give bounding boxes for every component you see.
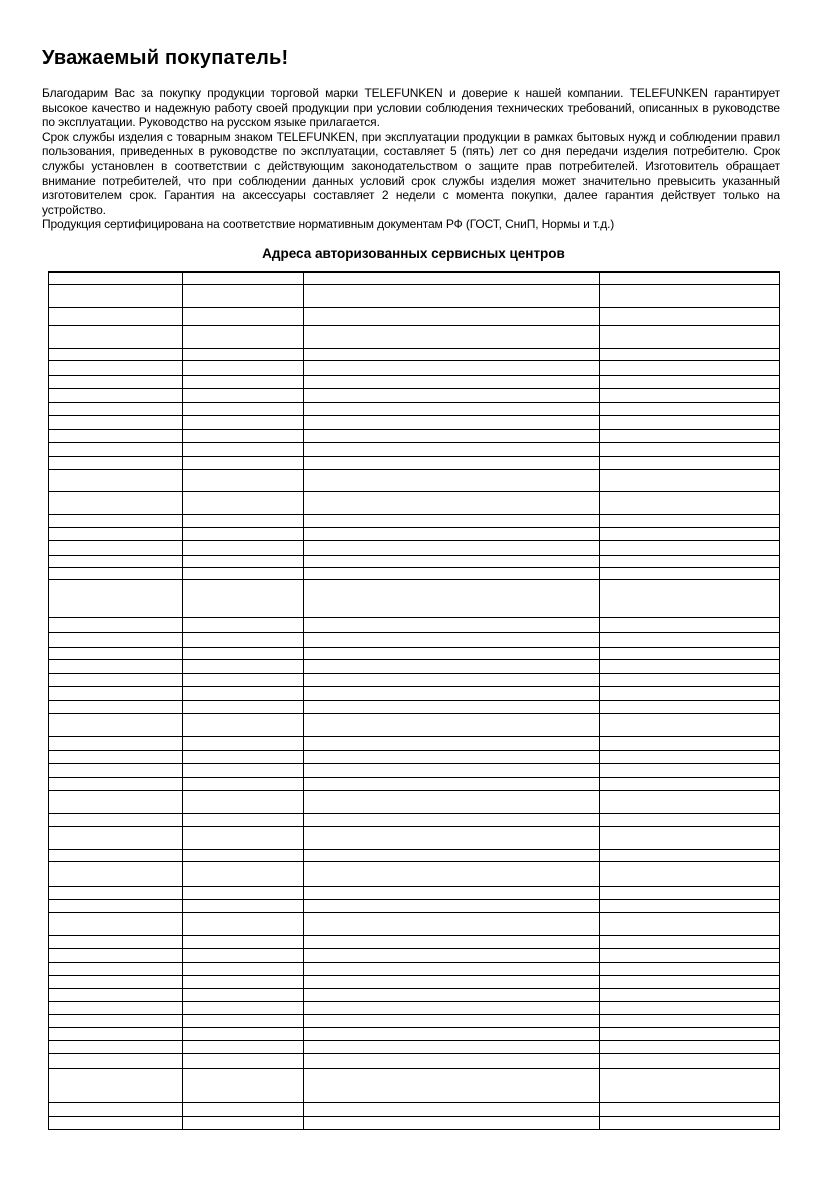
table-cell — [304, 778, 600, 791]
table-cell — [600, 976, 780, 989]
table-row — [49, 674, 780, 687]
table-row — [49, 556, 780, 568]
table-cell — [49, 416, 183, 430]
table-row — [49, 349, 780, 361]
table-cell — [600, 416, 780, 430]
table-cell — [183, 528, 304, 541]
table-cell — [183, 515, 304, 528]
table-row — [49, 778, 780, 791]
table-cell — [304, 416, 600, 430]
table-cell — [304, 556, 600, 568]
table-row — [49, 1054, 780, 1069]
table-cell — [304, 850, 600, 862]
table-cell — [304, 791, 600, 814]
table-cell — [183, 949, 304, 963]
table-cell — [304, 963, 600, 976]
table-cell — [49, 850, 183, 862]
paragraph-gratitude: Благодарим Вас за покупку продукции торговой марки TELEFUNKEN и доверие к нашей компании. TELEFUNKEN гарантирует высокое качество и надежную работу своей продукции при условии соблюдения технических требований, описанных в руководстве по эксплуатации. Руководство на русском языке прилагается. — [42, 86, 780, 130]
table-row — [49, 416, 780, 430]
table-cell — [183, 791, 304, 814]
table-cell — [304, 308, 600, 326]
table-cell — [304, 949, 600, 963]
table-cell — [183, 714, 304, 737]
table-cell — [600, 580, 780, 618]
table-cell — [49, 618, 183, 633]
table-cell — [183, 285, 304, 308]
table-cell — [49, 701, 183, 714]
table-cell — [49, 1117, 183, 1130]
table-cell — [304, 1002, 600, 1015]
table-row — [49, 285, 780, 308]
table-cell — [600, 1002, 780, 1015]
table-cell — [600, 1015, 780, 1028]
table-cell — [49, 751, 183, 764]
table-cell — [49, 541, 183, 556]
table-row — [49, 541, 780, 556]
table-cell — [49, 687, 183, 701]
table-row — [49, 887, 780, 900]
table-cell — [304, 1041, 600, 1054]
table-cell — [183, 492, 304, 515]
table-cell — [304, 580, 600, 618]
table-cell — [183, 403, 304, 416]
table-cell — [183, 827, 304, 850]
table-cell — [304, 568, 600, 580]
table-cell — [600, 326, 780, 349]
table-cell — [49, 900, 183, 913]
table-cell — [183, 272, 304, 285]
table-cell — [49, 764, 183, 778]
table-cell — [304, 1015, 600, 1028]
table-cell — [49, 430, 183, 443]
table-cell — [600, 1103, 780, 1117]
table-cell — [183, 443, 304, 457]
table-row — [49, 850, 780, 862]
table-cell — [600, 862, 780, 887]
table-cell — [49, 862, 183, 887]
table-cell — [183, 349, 304, 361]
table-row — [49, 1028, 780, 1041]
table-cell — [600, 714, 780, 737]
table-cell — [49, 349, 183, 361]
table-cell — [304, 326, 600, 349]
table-cell — [183, 900, 304, 913]
table-row — [49, 376, 780, 389]
table-row — [49, 326, 780, 349]
table-row — [49, 457, 780, 470]
table-cell — [183, 936, 304, 949]
table-cell — [183, 1015, 304, 1028]
table-cell — [183, 850, 304, 862]
table-cell — [304, 443, 600, 457]
table-cell — [304, 674, 600, 687]
table-cell — [49, 976, 183, 989]
table-cell — [49, 648, 183, 660]
table-cell — [49, 389, 183, 403]
table-row — [49, 272, 780, 285]
table-cell — [49, 443, 183, 457]
table-cell — [600, 389, 780, 403]
table-cell — [600, 492, 780, 515]
table-cell — [304, 913, 600, 936]
page-title: Уважаемый покупатель! — [42, 47, 289, 69]
table-cell — [183, 556, 304, 568]
table-cell — [600, 556, 780, 568]
table-cell — [304, 430, 600, 443]
table-cell — [183, 457, 304, 470]
table-cell — [49, 1002, 183, 1015]
table-cell — [183, 1117, 304, 1130]
table-cell — [49, 308, 183, 326]
table-cell — [304, 660, 600, 674]
table-cell — [600, 791, 780, 814]
table-cell — [600, 285, 780, 308]
table-row — [49, 814, 780, 827]
service-centers-table-title: Адреса авторизованных сервисных центров — [262, 245, 565, 261]
table-cell — [183, 1069, 304, 1103]
table-cell — [600, 528, 780, 541]
table-cell — [49, 528, 183, 541]
table-cell — [49, 1015, 183, 1028]
table-cell — [304, 1103, 600, 1117]
table-cell — [304, 1054, 600, 1069]
table-cell — [49, 989, 183, 1002]
table-cell — [600, 470, 780, 492]
table-cell — [304, 648, 600, 660]
table-cell — [49, 887, 183, 900]
table-cell — [304, 528, 600, 541]
table-cell — [49, 660, 183, 674]
table-cell — [600, 764, 780, 778]
table-row — [49, 470, 780, 492]
table-row — [49, 1002, 780, 1015]
table-cell — [304, 376, 600, 389]
table-cell — [183, 633, 304, 648]
table-cell — [600, 751, 780, 764]
table-cell — [304, 737, 600, 751]
table-cell — [183, 648, 304, 660]
table-cell — [49, 814, 183, 827]
table-cell — [183, 541, 304, 556]
table-cell — [183, 862, 304, 887]
table-cell — [304, 976, 600, 989]
table-cell — [600, 814, 780, 827]
intro-text-block — [42, 86, 780, 232]
table-cell — [600, 850, 780, 862]
table-cell — [183, 618, 304, 633]
paragraph-service-life: Срок службы изделия с товарным знаком TELEFUNKEN, при эксплуатации продукции в рамках бытовых нужд и соблюдении правил пользования, приведенных в руководстве по эксплуатации, составляет 5 (пять) лет со дня передачи изделия потребителю. Срок службы установлен в соответствии с действующим законодательством о защите прав потребителей. Изготовитель обращает внимание потребителей, что при соблюдении данных условий срок службы изделия может значительно превысить указанный изготовителем срок. Гарантия на аксессуары составляет 2 недели с момента покупки, далее гарантия действует только на устройство. — [42, 129, 780, 217]
table-cell — [183, 674, 304, 687]
table-cell — [304, 403, 600, 416]
table-cell — [600, 633, 780, 648]
table-row — [49, 1041, 780, 1054]
table-cell — [49, 936, 183, 949]
table-cell — [183, 913, 304, 936]
table-cell — [304, 272, 600, 285]
table-row — [49, 515, 780, 528]
table-cell — [600, 1117, 780, 1130]
table-row — [49, 618, 780, 633]
table-cell — [600, 963, 780, 976]
table-cell — [49, 913, 183, 936]
table-cell — [49, 556, 183, 568]
table-cell — [304, 701, 600, 714]
table-cell — [183, 568, 304, 580]
table-cell — [600, 443, 780, 457]
table-cell — [304, 714, 600, 737]
table-cell — [600, 660, 780, 674]
table-cell — [49, 963, 183, 976]
table-cell — [304, 285, 600, 308]
table-cell — [304, 751, 600, 764]
table-row — [49, 701, 780, 714]
table-row — [49, 1103, 780, 1117]
table-cell — [304, 1069, 600, 1103]
table-cell — [49, 361, 183, 376]
table-cell — [600, 900, 780, 913]
table-row — [49, 528, 780, 541]
table-cell — [304, 492, 600, 515]
table-row — [49, 791, 780, 814]
table-cell — [600, 515, 780, 528]
table-cell — [600, 778, 780, 791]
table-cell — [183, 376, 304, 389]
table-cell — [600, 737, 780, 751]
table-cell — [304, 989, 600, 1002]
table-cell — [600, 618, 780, 633]
table-cell — [49, 457, 183, 470]
table-cell — [304, 389, 600, 403]
table-cell — [600, 949, 780, 963]
table-cell — [49, 827, 183, 850]
table-cell — [183, 701, 304, 714]
table-cell — [304, 541, 600, 556]
table-cell — [49, 1103, 183, 1117]
table-cell — [183, 887, 304, 900]
table-cell — [600, 349, 780, 361]
table-cell — [304, 470, 600, 492]
table-cell — [49, 515, 183, 528]
table-cell — [49, 568, 183, 580]
table-row — [49, 764, 780, 778]
table-cell — [183, 470, 304, 492]
table-cell — [49, 285, 183, 308]
table-cell — [183, 430, 304, 443]
table-cell — [49, 403, 183, 416]
table-cell — [183, 389, 304, 403]
table-cell — [304, 515, 600, 528]
table-cell — [49, 492, 183, 515]
table-cell — [49, 470, 183, 492]
table-cell — [304, 618, 600, 633]
table-row — [49, 660, 780, 674]
table-row — [49, 963, 780, 976]
table-cell — [304, 936, 600, 949]
table-cell — [600, 687, 780, 701]
table-cell — [183, 814, 304, 827]
table-cell — [49, 1028, 183, 1041]
table-cell — [600, 674, 780, 687]
table-row — [49, 751, 780, 764]
table-cell — [304, 457, 600, 470]
table-cell — [183, 1054, 304, 1069]
table-cell — [49, 714, 183, 737]
table-row — [49, 443, 780, 457]
table-cell — [304, 887, 600, 900]
table-row — [49, 900, 780, 913]
table-row — [49, 827, 780, 850]
table-cell — [600, 701, 780, 714]
table-row — [49, 580, 780, 618]
table-cell — [600, 887, 780, 900]
table-cell — [600, 936, 780, 949]
table-row — [49, 308, 780, 326]
table-cell — [600, 989, 780, 1002]
table-row — [49, 976, 780, 989]
table-cell — [304, 827, 600, 850]
table-cell — [304, 349, 600, 361]
paragraph-certification: Продукция сертифицирована на соответствие нормативным документам РФ (ГОСТ, СниП, Нормы и т.д.) — [42, 217, 615, 232]
table-row — [49, 1069, 780, 1103]
table-cell — [183, 580, 304, 618]
table-cell — [49, 272, 183, 285]
table-row — [49, 936, 780, 949]
table-cell — [304, 633, 600, 648]
table-cell — [304, 687, 600, 701]
table-cell — [304, 814, 600, 827]
table-cell — [183, 1041, 304, 1054]
table-cell — [304, 862, 600, 887]
table-row — [49, 633, 780, 648]
table-cell — [49, 326, 183, 349]
table-cell — [600, 403, 780, 416]
table-cell — [49, 778, 183, 791]
table-row — [49, 430, 780, 443]
table-cell — [183, 737, 304, 751]
table-cell — [600, 361, 780, 376]
table-cell — [183, 687, 304, 701]
table-row — [49, 862, 780, 887]
table-row — [49, 737, 780, 751]
table-cell — [600, 272, 780, 285]
table-row — [49, 913, 780, 936]
table-cell — [49, 737, 183, 751]
table-row — [49, 492, 780, 515]
table-row — [49, 1015, 780, 1028]
table-cell — [183, 989, 304, 1002]
table-row — [49, 714, 780, 737]
table-cell — [600, 1028, 780, 1041]
table-cell — [49, 633, 183, 648]
table-row — [49, 403, 780, 416]
table-cell — [49, 791, 183, 814]
table-cell — [600, 648, 780, 660]
table-row — [49, 361, 780, 376]
table-cell — [304, 361, 600, 376]
table-row — [49, 989, 780, 1002]
table-cell — [600, 376, 780, 389]
table-row — [49, 648, 780, 660]
table-cell — [600, 1041, 780, 1054]
table-cell — [600, 541, 780, 556]
table-cell — [600, 1054, 780, 1069]
table-cell — [183, 1103, 304, 1117]
table-cell — [183, 326, 304, 349]
table-cell — [304, 1117, 600, 1130]
table-cell — [600, 913, 780, 936]
table-cell — [600, 568, 780, 580]
table-cell — [183, 963, 304, 976]
table-cell — [600, 827, 780, 850]
table-cell — [183, 660, 304, 674]
table-cell — [183, 308, 304, 326]
table-cell — [183, 1028, 304, 1041]
table-row — [49, 568, 780, 580]
table-cell — [183, 1002, 304, 1015]
table-cell — [600, 308, 780, 326]
table-cell — [49, 376, 183, 389]
table-cell — [49, 580, 183, 618]
table-cell — [600, 430, 780, 443]
table-cell — [304, 900, 600, 913]
table-cell — [49, 1041, 183, 1054]
table-cell — [600, 1069, 780, 1103]
table-cell — [183, 416, 304, 430]
table-cell — [49, 1054, 183, 1069]
table-cell — [183, 764, 304, 778]
table-row — [49, 949, 780, 963]
service-centers-table — [48, 271, 780, 1131]
table-cell — [49, 674, 183, 687]
table-row — [49, 1117, 780, 1130]
table-cell — [183, 976, 304, 989]
table-cell — [49, 949, 183, 963]
table-cell — [304, 764, 600, 778]
table-row — [49, 389, 780, 403]
table-row — [49, 687, 780, 701]
table-cell — [183, 778, 304, 791]
table-cell — [304, 1028, 600, 1041]
table-cell — [49, 1069, 183, 1103]
table-cell — [183, 361, 304, 376]
table-cell — [600, 457, 780, 470]
table-cell — [183, 751, 304, 764]
